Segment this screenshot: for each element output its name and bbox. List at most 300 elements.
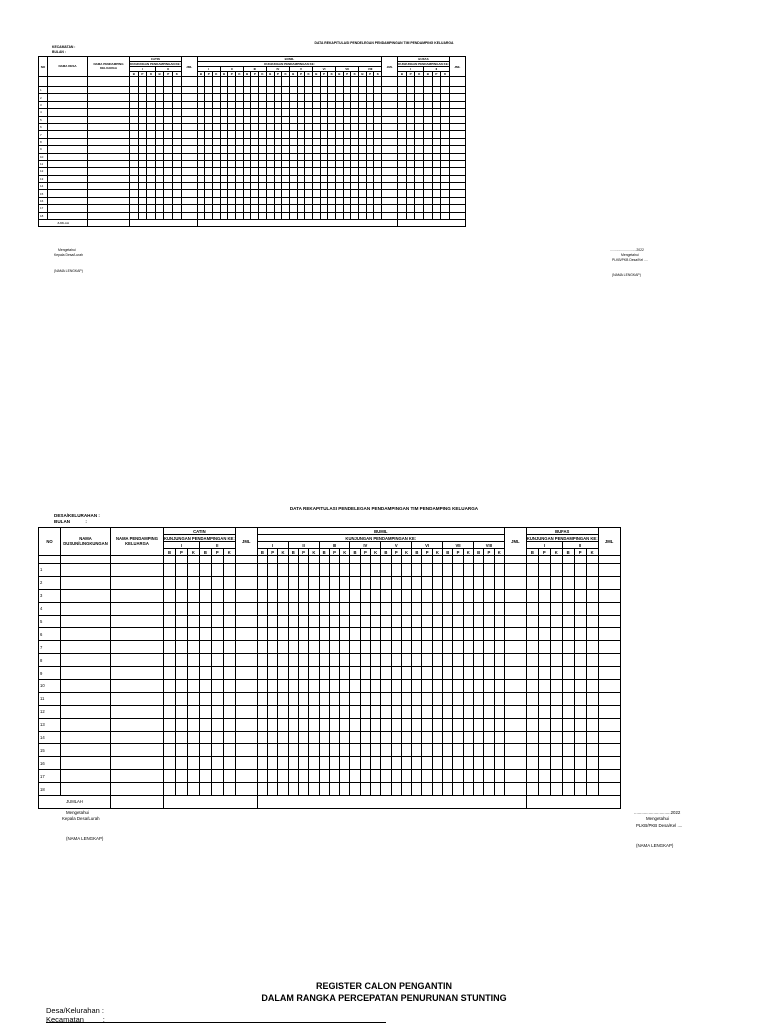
- empty-cell: [360, 667, 370, 680]
- empty-cell: [371, 718, 381, 731]
- empty-cell: [406, 168, 415, 175]
- empty-cell: [199, 757, 211, 770]
- empty-cell: [305, 138, 313, 145]
- total-catin-cell: [130, 220, 198, 227]
- row-number: 9: [39, 146, 48, 153]
- empty-cell: [443, 757, 453, 770]
- empty-cell: [538, 576, 550, 589]
- empty-cell: [155, 168, 164, 175]
- empty-cell: [155, 116, 164, 123]
- empty-cell: [360, 576, 370, 589]
- empty-cell: [274, 153, 282, 160]
- empty-cell: [463, 602, 473, 615]
- empty-cell: [211, 654, 223, 667]
- empty-cell: [463, 692, 473, 705]
- empty-cell: [484, 692, 494, 705]
- bpk-label: K: [550, 549, 562, 556]
- empty-cell: [289, 168, 297, 175]
- empty-cell: [453, 680, 463, 693]
- empty-cell: [441, 153, 450, 160]
- empty-cell: [266, 123, 274, 130]
- empty-cell: [223, 770, 235, 783]
- empty-cell: [538, 667, 550, 680]
- empty-cell: [381, 628, 391, 641]
- bpk-label: K: [374, 72, 382, 77]
- empty-cell: [220, 212, 228, 219]
- empty-cell: [312, 109, 320, 116]
- bumil-visit-label: IV: [350, 542, 381, 549]
- row-number: 2: [39, 94, 48, 101]
- empty-cell: [305, 183, 313, 190]
- empty-cell: [366, 212, 374, 219]
- empty-cell: [494, 602, 504, 615]
- empty-cell: [138, 212, 147, 219]
- empty-cell: [371, 680, 381, 693]
- empty-cell: [312, 77, 320, 87]
- empty-cell: [228, 87, 236, 94]
- empty-cell: [138, 146, 147, 153]
- empty-cell: [340, 628, 350, 641]
- bpk-label: B: [526, 549, 538, 556]
- empty-cell: [449, 205, 465, 212]
- empty-cell: [305, 101, 313, 108]
- empty-cell: [61, 731, 111, 744]
- empty-cell: [406, 183, 415, 190]
- empty-cell: [298, 589, 308, 602]
- empty-cell: [282, 87, 290, 94]
- empty-cell: [432, 680, 442, 693]
- empty-cell: [463, 731, 473, 744]
- large-sign-right-name: (NAMA LENGKAP): [636, 843, 674, 848]
- empty-cell: [211, 602, 223, 615]
- empty-cell: [164, 680, 176, 693]
- empty-cell: [223, 615, 235, 628]
- register-title-1: REGISTER CALON PENGANTIN: [315, 981, 452, 991]
- empty-cell: [406, 190, 415, 197]
- empty-cell: [61, 718, 111, 731]
- bufas-kunjungan-header: KUNJUNGAN PENDAMPINGAN KE:: [398, 62, 449, 66]
- empty-cell: [391, 576, 401, 589]
- empty-cell: [111, 564, 164, 577]
- form-large-title: DATA REKAPITULASI PENDELEGAN PENDAMPINGAN TIM PENDAMPING KELUARGA: [289, 506, 479, 511]
- empty-cell: [484, 667, 494, 680]
- empty-cell: [443, 705, 453, 718]
- empty-cell: [187, 692, 199, 705]
- empty-cell: [328, 138, 336, 145]
- empty-cell: [61, 757, 111, 770]
- empty-cell: [366, 183, 374, 190]
- empty-cell: [138, 116, 147, 123]
- table-row: [39, 564, 621, 577]
- empty-cell: [406, 205, 415, 212]
- empty-cell: [175, 783, 187, 796]
- empty-cell: [453, 589, 463, 602]
- empty-cell: [61, 602, 111, 615]
- empty-cell: [484, 556, 494, 564]
- register-underline: [46, 1022, 386, 1023]
- empty-cell: [415, 190, 424, 197]
- empty-cell: [441, 109, 450, 116]
- total-bumil-cell: [197, 220, 398, 227]
- empty-cell: [211, 692, 223, 705]
- empty-cell: [228, 94, 236, 101]
- empty-cell: [340, 589, 350, 602]
- empty-cell: [88, 94, 130, 101]
- empty-cell: [228, 77, 236, 87]
- empty-cell: [268, 757, 278, 770]
- empty-cell: [336, 205, 344, 212]
- total-label: JUMLAH: [39, 220, 88, 227]
- empty-cell: [453, 667, 463, 680]
- empty-cell: [220, 94, 228, 101]
- empty-cell: [366, 197, 374, 204]
- catin-visit-label: II: [199, 542, 235, 549]
- empty-cell: [282, 160, 290, 167]
- bpk-label: B: [199, 549, 211, 556]
- empty-cell: [289, 190, 297, 197]
- empty-cell: [199, 654, 211, 667]
- empty-cell: [111, 589, 164, 602]
- empty-cell: [211, 564, 223, 577]
- empty-cell: [61, 641, 111, 654]
- table-row: [39, 109, 466, 116]
- empty-cell: [251, 205, 259, 212]
- empty-cell: [61, 783, 111, 796]
- empty-cell: [211, 667, 223, 680]
- empty-cell: [449, 212, 465, 219]
- empty-cell: [391, 718, 401, 731]
- empty-cell: [319, 705, 329, 718]
- empty-cell: [484, 705, 494, 718]
- bumil-visit-label: V: [381, 542, 412, 549]
- empty-cell: [213, 168, 221, 175]
- bpk-label: K: [236, 72, 244, 77]
- empty-cell: [441, 123, 450, 130]
- bpk-label: B: [164, 549, 176, 556]
- empty-cell: [197, 160, 205, 167]
- empty-cell: [381, 757, 391, 770]
- empty-cell: [432, 123, 441, 130]
- empty-cell: [61, 705, 111, 718]
- empty-cell: [147, 87, 156, 94]
- bpk-label: B: [359, 72, 367, 77]
- empty-cell: [147, 131, 156, 138]
- empty-cell: [197, 94, 205, 101]
- empty-cell: [61, 654, 111, 667]
- empty-cell: [424, 190, 433, 197]
- empty-cell: [473, 564, 483, 577]
- empty-cell: [382, 197, 398, 204]
- empty-cell: [484, 744, 494, 757]
- empty-cell: [574, 744, 586, 757]
- empty-cell: [223, 628, 235, 641]
- empty-cell: [282, 123, 290, 130]
- empty-cell: [382, 175, 398, 182]
- empty-cell: [343, 183, 351, 190]
- total-catin-cell: [164, 796, 258, 809]
- empty-cell: [257, 667, 267, 680]
- empty-cell: [371, 667, 381, 680]
- empty-cell: [298, 556, 308, 564]
- empty-cell: [398, 123, 407, 130]
- empty-cell: [173, 131, 182, 138]
- row-number: 18: [39, 212, 48, 219]
- empty-cell: [443, 783, 453, 796]
- empty-cell: [309, 783, 319, 796]
- empty-cell: [412, 667, 422, 680]
- bpk-label: P: [298, 549, 308, 556]
- empty-cell: [359, 168, 367, 175]
- empty-cell: [181, 87, 197, 94]
- empty-cell: [328, 190, 336, 197]
- empty-cell: [424, 197, 433, 204]
- empty-cell: [111, 641, 164, 654]
- empty-cell: [381, 564, 391, 577]
- empty-cell: [266, 175, 274, 182]
- empty-cell: [268, 556, 278, 564]
- empty-cell: [453, 744, 463, 757]
- empty-cell: [236, 146, 244, 153]
- empty-cell: [441, 197, 450, 204]
- empty-cell: [164, 183, 173, 190]
- empty-cell: [243, 153, 251, 160]
- empty-cell: [205, 183, 213, 190]
- empty-cell: [288, 654, 298, 667]
- empty-cell: [274, 212, 282, 219]
- empty-cell: [266, 101, 274, 108]
- empty-cell: [415, 77, 424, 87]
- empty-cell: [223, 576, 235, 589]
- empty-cell: [259, 146, 267, 153]
- empty-cell: [228, 205, 236, 212]
- empty-cell: [598, 692, 620, 705]
- empty-cell: [309, 576, 319, 589]
- empty-cell: [289, 87, 297, 94]
- empty-cell: [484, 564, 494, 577]
- row-number: 8: [39, 138, 48, 145]
- empty-cell: [463, 654, 473, 667]
- empty-cell: [305, 153, 313, 160]
- empty-cell: [449, 138, 465, 145]
- empty-cell: [278, 783, 288, 796]
- empty-cell: [343, 123, 351, 130]
- empty-cell: [550, 667, 562, 680]
- empty-cell: [235, 556, 257, 564]
- col-header-name: NAMA DESA: [48, 57, 88, 77]
- empty-cell: [381, 589, 391, 602]
- empty-cell: [181, 183, 197, 190]
- empty-cell: [211, 731, 223, 744]
- empty-cell: [494, 641, 504, 654]
- empty-cell: [164, 564, 176, 577]
- empty-cell: [48, 116, 88, 123]
- empty-cell: [223, 744, 235, 757]
- empty-cell: [164, 556, 176, 564]
- table-row: [39, 770, 621, 783]
- empty-cell: [228, 138, 236, 145]
- empty-cell: [243, 101, 251, 108]
- empty-cell: [220, 190, 228, 197]
- empty-cell: [359, 212, 367, 219]
- empty-cell: [320, 116, 328, 123]
- row-number: 11: [39, 692, 61, 705]
- empty-cell: [164, 116, 173, 123]
- empty-cell: [259, 87, 267, 94]
- row-number: 13: [39, 718, 61, 731]
- empty-cell: [266, 205, 274, 212]
- empty-cell: [205, 87, 213, 94]
- empty-cell: [278, 718, 288, 731]
- empty-cell: [574, 731, 586, 744]
- empty-cell: [130, 205, 139, 212]
- empty-cell: [422, 680, 432, 693]
- empty-cell: [282, 190, 290, 197]
- empty-cell: [289, 160, 297, 167]
- empty-cell: [329, 718, 339, 731]
- empty-cell: [526, 556, 538, 564]
- empty-cell: [213, 123, 221, 130]
- empty-cell: [351, 146, 359, 153]
- empty-cell: [130, 101, 139, 108]
- empty-cell: [181, 94, 197, 101]
- bpk-label: B: [562, 549, 574, 556]
- empty-cell: [173, 146, 182, 153]
- empty-cell: [453, 692, 463, 705]
- col-header-no: NO: [39, 528, 61, 556]
- empty-cell: [205, 109, 213, 116]
- empty-cell: [88, 146, 130, 153]
- empty-cell: [366, 153, 374, 160]
- row-number: 16: [39, 197, 48, 204]
- empty-cell: [453, 556, 463, 564]
- empty-cell: [586, 589, 598, 602]
- table-row: [39, 168, 466, 175]
- empty-cell: [484, 718, 494, 731]
- empty-cell: [598, 602, 620, 615]
- empty-cell: [223, 564, 235, 577]
- empty-cell: [574, 783, 586, 796]
- empty-cell: [235, 770, 257, 783]
- empty-cell: [586, 757, 598, 770]
- empty-cell: [398, 205, 407, 212]
- empty-cell: [298, 641, 308, 654]
- empty-cell: [211, 589, 223, 602]
- form-large-month-label: BULAN :: [54, 519, 87, 524]
- empty-cell: [268, 731, 278, 744]
- empty-cell: [61, 628, 111, 641]
- empty-cell: [48, 183, 88, 190]
- empty-cell: [449, 123, 465, 130]
- empty-cell: [259, 205, 267, 212]
- empty-cell: [401, 564, 411, 577]
- bpk-label: B: [155, 72, 164, 77]
- bpk-label: B: [381, 549, 391, 556]
- table-row: [39, 183, 466, 190]
- small-sign-right-2: PLKB/PKB Desa/Kel ....: [612, 258, 648, 262]
- empty-cell: [199, 602, 211, 615]
- empty-cell: [111, 783, 164, 796]
- empty-cell: [228, 197, 236, 204]
- bumil-visit-label: VI: [412, 542, 443, 549]
- empty-cell: [164, 731, 176, 744]
- empty-cell: [443, 692, 453, 705]
- bpk-label: B: [398, 72, 407, 77]
- empty-cell: [538, 602, 550, 615]
- form-large-area-label: DESA/KELURAHAN :: [54, 513, 100, 518]
- empty-cell: [259, 77, 267, 87]
- empty-cell: [111, 757, 164, 770]
- empty-cell: [382, 87, 398, 94]
- empty-cell: [586, 556, 598, 564]
- empty-cell: [538, 589, 550, 602]
- empty-cell: [424, 212, 433, 219]
- empty-cell: [266, 138, 274, 145]
- empty-cell: [259, 101, 267, 108]
- empty-cell: [274, 183, 282, 190]
- empty-cell: [443, 564, 453, 577]
- empty-cell: [504, 718, 526, 731]
- empty-cell: [406, 123, 415, 130]
- empty-cell: [274, 87, 282, 94]
- empty-cell: [173, 116, 182, 123]
- empty-cell: [61, 680, 111, 693]
- empty-cell: [268, 705, 278, 718]
- empty-cell: [312, 153, 320, 160]
- empty-cell: [351, 160, 359, 167]
- empty-cell: [538, 654, 550, 667]
- empty-cell: [359, 175, 367, 182]
- empty-cell: [401, 654, 411, 667]
- empty-cell: [453, 654, 463, 667]
- empty-cell: [371, 628, 381, 641]
- empty-cell: [48, 153, 88, 160]
- empty-cell: [213, 205, 221, 212]
- empty-cell: [228, 109, 236, 116]
- bpk-label: P: [343, 72, 351, 77]
- empty-cell: [366, 190, 374, 197]
- empty-cell: [164, 131, 173, 138]
- empty-cell: [164, 770, 176, 783]
- table-row: [39, 641, 621, 654]
- empty-cell: [412, 602, 422, 615]
- empty-cell: [391, 615, 401, 628]
- empty-cell: [298, 692, 308, 705]
- empty-cell: [88, 205, 130, 212]
- empty-cell: [173, 183, 182, 190]
- empty-cell: [351, 109, 359, 116]
- empty-cell: [574, 757, 586, 770]
- col-header-jml-bufas: JML: [449, 57, 465, 77]
- empty-cell: [88, 212, 130, 219]
- empty-cell: [343, 190, 351, 197]
- empty-cell: [312, 197, 320, 204]
- empty-cell: [243, 205, 251, 212]
- empty-cell: [381, 667, 391, 680]
- empty-cell: [155, 77, 164, 87]
- empty-cell: [484, 770, 494, 783]
- empty-cell: [371, 731, 381, 744]
- empty-cell: [278, 680, 288, 693]
- empty-cell: [449, 101, 465, 108]
- empty-cell: [319, 744, 329, 757]
- bpk-label: B: [130, 72, 139, 77]
- empty-cell: [329, 705, 339, 718]
- empty-cell: [164, 87, 173, 94]
- empty-cell: [235, 615, 257, 628]
- empty-cell: [381, 718, 391, 731]
- empty-cell: [236, 197, 244, 204]
- empty-cell: [205, 131, 213, 138]
